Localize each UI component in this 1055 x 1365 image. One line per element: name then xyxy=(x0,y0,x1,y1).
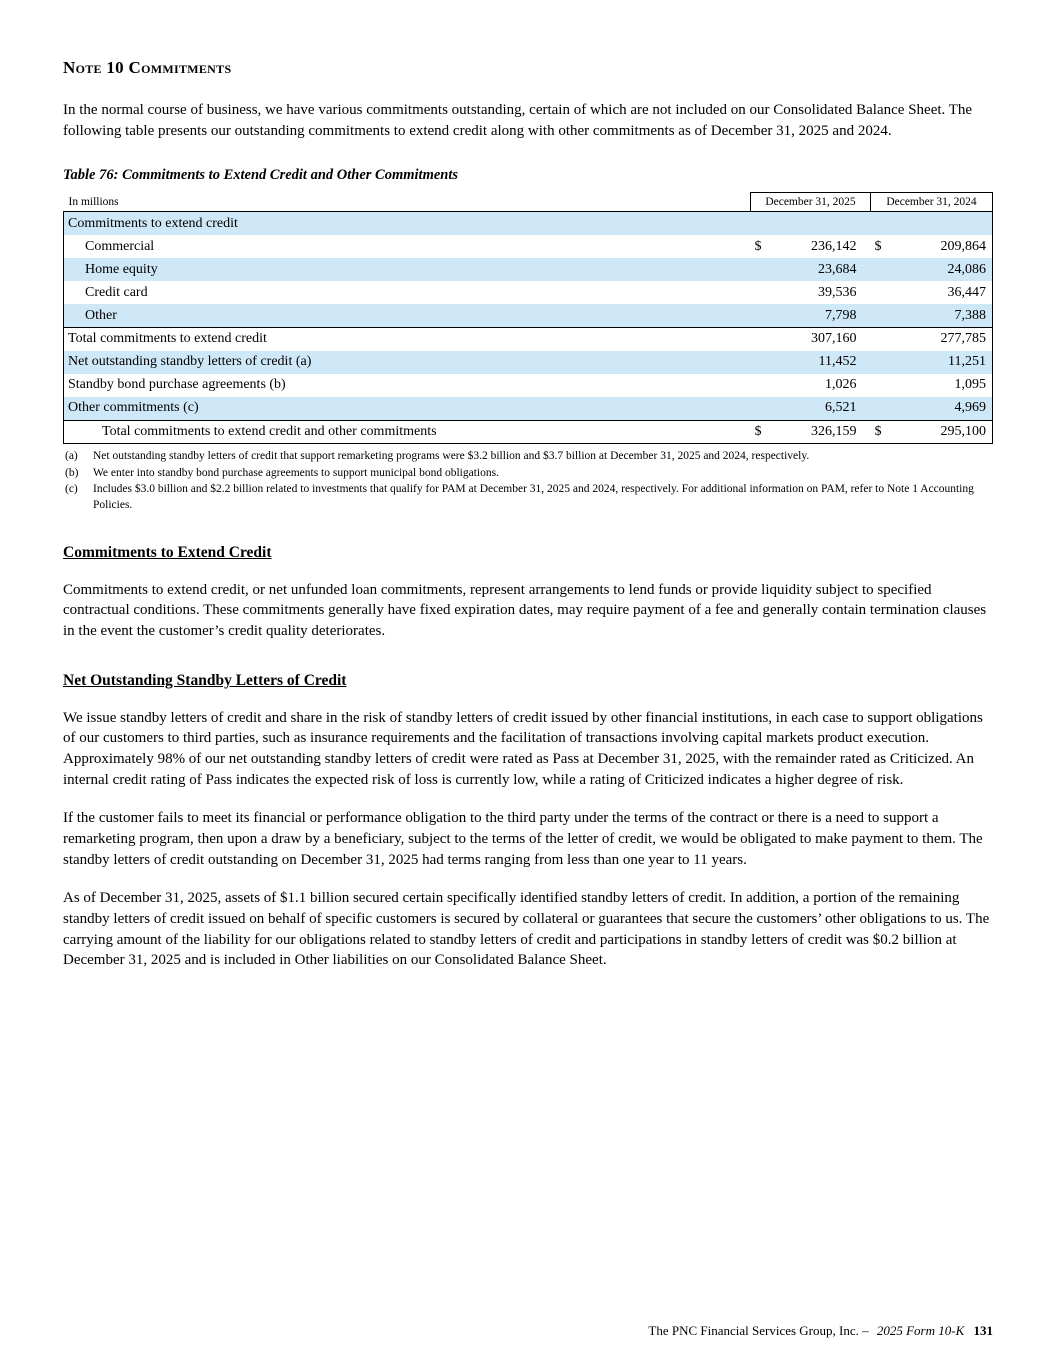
section-net-outstanding-standby-letters-of-credit xyxy=(63,672,993,972)
dollar-sign-2025 xyxy=(751,327,779,350)
section-heading: Commitments to Extend Credit xyxy=(63,543,272,561)
commitments-table xyxy=(63,192,993,444)
intro-paragraph: In the normal course of business, we have various commitments outstanding, certain of which are not included on our Consolidated Balance Sheet. The following table presents our outstanding commitments to extend credit along with other commitments as of December 31, 2025 and 2024. xyxy=(63,102,973,139)
dollar-sign-2024 xyxy=(871,327,901,350)
table-row xyxy=(64,374,993,397)
dollar-sign-2025 xyxy=(751,397,779,420)
amount-2024: 277,785 xyxy=(901,327,993,350)
amount-2025: 39,536 xyxy=(818,284,857,300)
footnote-a xyxy=(63,449,993,465)
amount-2025: 23,684 xyxy=(779,258,871,281)
amount-2025: 1,026 xyxy=(825,377,857,393)
footer-company-name: The PNC Financial Services Group, Inc. – xyxy=(648,1323,869,1338)
dollar-sign-2024: $ xyxy=(871,420,901,444)
table-row xyxy=(64,281,993,304)
unit-label: In millions xyxy=(68,196,119,209)
table-row xyxy=(64,235,993,258)
table-row xyxy=(64,258,993,281)
footnote-text: Net outstanding standby letters of credit that support remarketing programs were $3.2 billion and $3.7 billion at December 31, 2025 and 2024, respectively. xyxy=(93,450,810,463)
table-row xyxy=(64,351,993,374)
dollar-sign-2025: $ xyxy=(751,420,779,444)
row-label: Commitments to extend credit xyxy=(64,212,993,235)
row-label: Credit card xyxy=(85,284,148,300)
table-header-row xyxy=(64,193,993,212)
table-row xyxy=(64,420,993,444)
table-title: Table 76: Commitments to Extend Credit and Other Commitments xyxy=(63,167,459,184)
amount-2024: 1,095 xyxy=(954,377,986,393)
row-label: Total commitments to extend credit and other commitments xyxy=(64,420,751,444)
footer-form-name: 2025 Form 10-K xyxy=(876,1323,965,1338)
dollar-sign-2025: $ xyxy=(754,238,762,254)
section-heading: Net Outstanding Standby Letters of Credit xyxy=(63,671,347,689)
row-label: Commercial xyxy=(85,238,155,254)
section-commitments-to-extend-credit xyxy=(63,544,993,642)
amount-2024: 24,086 xyxy=(901,258,993,281)
dollar-sign-2024 xyxy=(871,351,901,374)
column-header-2024: December 31, 2024 xyxy=(871,193,993,212)
dollar-sign-2024 xyxy=(871,397,901,420)
column-header-2025: December 31, 2025 xyxy=(751,193,871,212)
footnote-marker: (c) xyxy=(65,483,78,496)
footnote-text: We enter into standby bond purchase agreements to support municipal bond obligations. xyxy=(93,466,499,479)
note-title: Note 10 Commitments xyxy=(63,58,232,77)
table-row xyxy=(64,397,993,420)
section-paragraph: We issue standby letters of credit and share in the risk of standby letters of credit issued by other financial institutions, in each case to support obligations of our customers to third parties, such as insurance requirements and the facilitation of transactions involving capital markets product execution. Approximately 98% of our net outstanding standby letters of credit were rated as Pass at December 31, 2025, with the remainder rated as Criticized. An internal credit rating of Pass indicates the expected risk of loss is currently low, while a rating of Criticized indicates a higher degree of risk. xyxy=(63,709,983,788)
amount-2025: 236,142 xyxy=(811,238,857,254)
amount-2025: 6,521 xyxy=(779,397,871,420)
dollar-sign-2025 xyxy=(751,351,779,374)
row-label: Net outstanding standby letters of credit (a) xyxy=(64,351,751,374)
table-row xyxy=(64,304,993,327)
dollar-sign-2025 xyxy=(751,374,779,397)
section-paragraph: If the customer fails to meet its financial or performance obligation to the third party under the terms of the contract or there is a need to support a remarketing program, then upon a draw by a beneficiary, subject to the terms of the letter of credit, we would be obligated to make payment to them. The standby letters of credit outstanding on December 31, 2025 had terms ranging from less than one year to 11 years. xyxy=(63,810,983,868)
amount-2024: 36,447 xyxy=(947,284,986,300)
footnote-marker: (b) xyxy=(65,466,79,479)
footnote-b xyxy=(63,466,993,482)
amount-2025: 7,798 xyxy=(779,304,871,327)
amount-2024: 7,388 xyxy=(901,304,993,327)
amount-2025: 307,160 xyxy=(779,327,871,350)
footnote-c xyxy=(63,482,993,513)
amount-2025: 326,159 xyxy=(779,420,871,444)
footnote-marker: (a) xyxy=(65,450,78,463)
dollar-sign-2025 xyxy=(751,258,779,281)
dollar-sign-2025 xyxy=(751,281,779,304)
table-row xyxy=(64,327,993,350)
amount-2024: 11,251 xyxy=(901,351,993,374)
footer-page-number: 131 xyxy=(973,1323,993,1338)
amount-2025: 11,452 xyxy=(779,351,871,374)
table-row xyxy=(64,212,993,235)
commitments-table-body xyxy=(64,212,993,444)
amount-2024: 295,100 xyxy=(901,420,993,444)
row-label: Other commitments (c) xyxy=(64,397,751,420)
row-label: Standby bond purchase agreements (b) xyxy=(68,377,286,393)
dollar-sign-2024 xyxy=(871,281,901,304)
dollar-sign-2024 xyxy=(871,258,901,281)
section-paragraph: Commitments to extend credit, or net unfunded loan commitments, represent arrangements to lend funds or provide liquidity subject to specified contractual conditions. These commitments generally have fixed expiration dates, may require payment of a fee and generally contain termination clauses in the event the customer’s credit quality deteriorates. xyxy=(63,581,987,639)
dollar-sign-2024 xyxy=(871,304,901,327)
amount-2024: 209,864 xyxy=(940,238,986,254)
table-footnotes xyxy=(63,449,993,513)
row-label: Other xyxy=(64,304,751,327)
amount-2024: 4,969 xyxy=(901,397,993,420)
dollar-sign-2024 xyxy=(871,374,901,397)
footnote-text: Includes $3.0 billion and $2.2 billion related to investments that qualify for PAM at December 31, 2025 and 2024, respectively. For additional information on PAM, refer to Note 1 Accounting Policies. xyxy=(93,483,974,511)
dollar-sign-2025 xyxy=(751,304,779,327)
section-paragraph: As of December 31, 2025, assets of $1.1 billion secured certain specifically identified standby letters of credit. In addition, a portion of the remaining standby letters of credit issued on behalf of specific customers is secured by collateral or guarantees that secure the customers’ other obligations to us. The carrying amount of the liability for our obligations related to standby letters of credit and participations in standby letters of credit was $0.2 billion at December 31, 2025 and is included in Other liabilities on our Consolidated Balance Sheet. xyxy=(63,890,990,969)
row-label: Home equity xyxy=(64,258,751,281)
row-label: Total commitments to extend credit xyxy=(64,327,751,350)
dollar-sign-2024: $ xyxy=(874,238,882,254)
page-footer xyxy=(648,1323,993,1339)
